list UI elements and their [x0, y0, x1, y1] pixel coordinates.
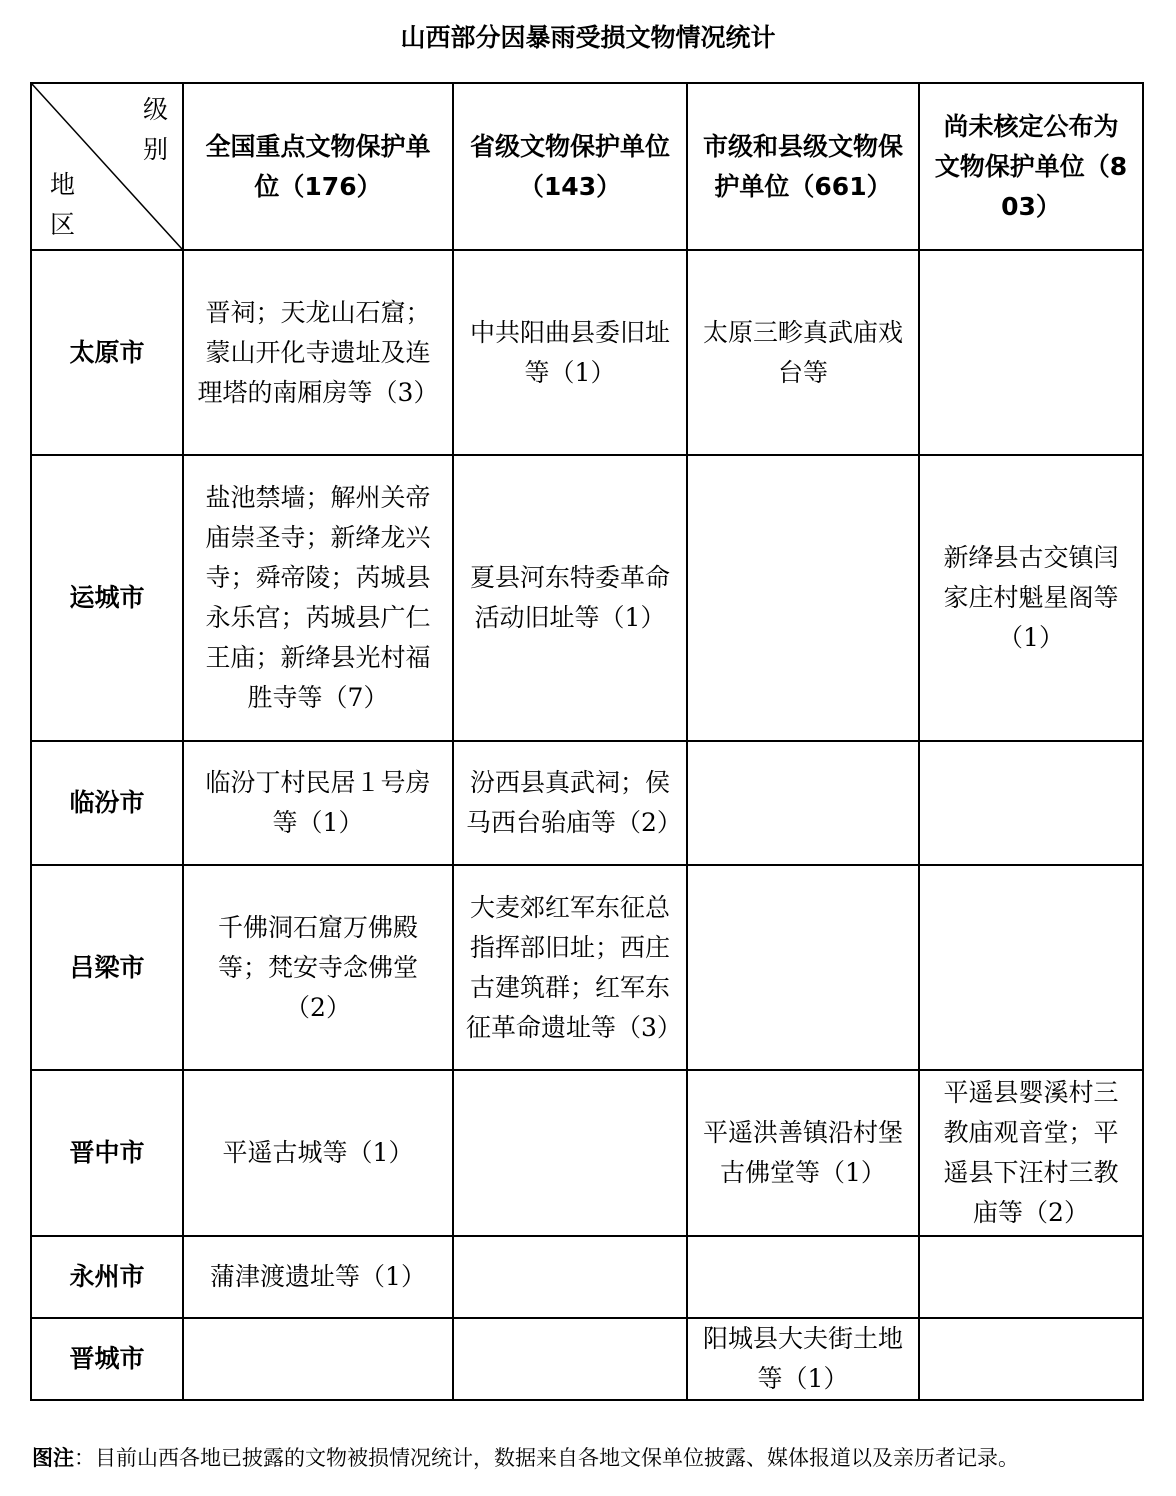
- table-cell: [919, 1236, 1143, 1318]
- table-row: [31, 250, 1143, 455]
- column-header-city-county: 市级和县级文物保护单位（661）: [687, 83, 919, 250]
- table-cell: 千佛洞石窟万佛殿等；梵安寺念佛堂（2）: [183, 865, 453, 1070]
- table-cell: [919, 1318, 1143, 1400]
- table-cell: 阳城县大夫街土地等（1）: [687, 1318, 919, 1400]
- region-cell: 晋城市: [31, 1318, 183, 1400]
- table-cell: 平遥县婴溪村三教庙观音堂；平遥县下汪村三教庙等（2）: [919, 1070, 1143, 1236]
- table-cell: 中共阳曲县委旧址等（1）: [453, 250, 687, 455]
- table-cell: [919, 741, 1143, 865]
- region-cell: 吕梁市: [31, 865, 183, 1070]
- column-header-national: 全国重点文物保护单位（176）: [183, 83, 453, 250]
- table-cell: [687, 1236, 919, 1318]
- table-title: 山西部分因暴雨受损文物情况统计: [400, 23, 776, 52]
- corner-header-cell: [31, 83, 183, 250]
- table-row: [31, 455, 1143, 741]
- table-cell: 临汾丁村民居１号房等（1）: [183, 741, 453, 865]
- figure-note: [32, 1442, 1019, 1472]
- table-cell: 平遥古城等（1）: [183, 1070, 453, 1236]
- region-cell: 临汾市: [31, 741, 183, 865]
- header-row: [31, 83, 1143, 250]
- table-cell: 盐池禁墙；解州关帝庙崇圣寺；新绛龙兴寺；舜帝陵；芮城县永乐宫；芮城县广仁王庙；新绛县光村福胜寺等（7）: [183, 455, 453, 741]
- table-cell: [453, 1318, 687, 1400]
- table-row: [31, 1318, 1143, 1400]
- table-cell: [687, 455, 919, 741]
- table-cell: 夏县河东特委革命活动旧址等（1）: [453, 455, 687, 741]
- corner-level-label: 级 别: [142, 95, 168, 164]
- table-cell: [919, 250, 1143, 455]
- table-cell: [687, 741, 919, 865]
- region-cell: 晋中市: [31, 1070, 183, 1236]
- table-cell: 大麦郊红军东征总指挥部旧址；西庄古建筑群；红军东征革命遗址等（3）: [453, 865, 687, 1070]
- table-cell: 蒲津渡遗址等（1）: [183, 1236, 453, 1318]
- table-cell: 晋祠；天龙山石窟；蒙山开化寺遗址及连理塔的南厢房等（3）: [183, 250, 453, 455]
- region-cell: 太原市: [31, 250, 183, 455]
- region-cell: 运城市: [31, 455, 183, 741]
- table-cell: 汾西县真武祠；侯马西台骀庙等（2）: [453, 741, 687, 865]
- table-row: [31, 1070, 1143, 1236]
- table-row: [31, 741, 1143, 865]
- note-label: 图注: [32, 1446, 74, 1470]
- table-cell: [919, 865, 1143, 1070]
- table-row: [31, 1236, 1143, 1318]
- region-cell: 永州市: [31, 1236, 183, 1318]
- table-cell: 太原三畛真武庙戏台等: [687, 250, 919, 455]
- column-header-provincial: 省级文物保护单位（143）: [453, 83, 687, 250]
- table-cell: 新绛县古交镇闫家庄村魁星阁等（1）: [919, 455, 1143, 741]
- table-cell: [687, 865, 919, 1070]
- table-row: [31, 865, 1143, 1070]
- table-cell: [453, 1236, 687, 1318]
- table-cell: [183, 1318, 453, 1400]
- table-cell: [453, 1070, 687, 1236]
- corner-region-label: 地 区: [50, 170, 76, 239]
- table-cell: 平遥洪善镇沿村堡古佛堂等（1）: [687, 1070, 919, 1236]
- note-text: ：目前山西各地已披露的文物被损情况统计，数据来自各地文保单位披露、媒体报道以及亲历者记录。: [74, 1446, 1019, 1470]
- damage-statistics-table: [30, 82, 1144, 1401]
- column-header-unlisted: 尚未核定公布为文物保护单位（803）: [919, 83, 1143, 250]
